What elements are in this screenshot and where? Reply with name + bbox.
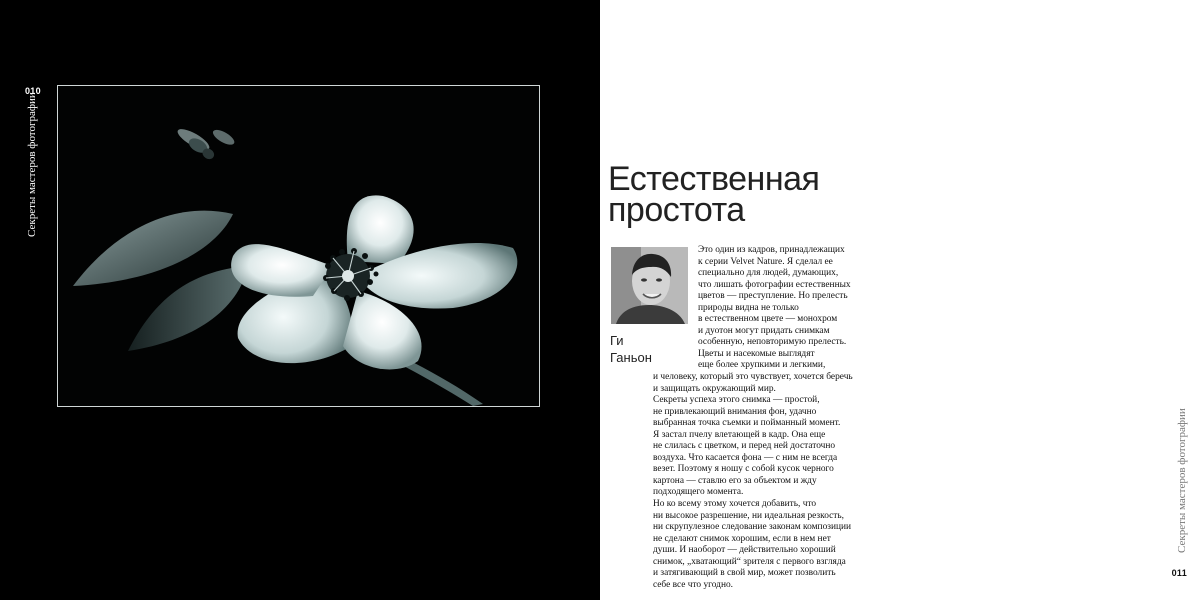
body-line: ни скрупулезное следование законам композиции [653, 522, 852, 533]
author-name [610, 332, 652, 366]
body-line: везет. Поэтому я ношу с собой кусок черного [653, 464, 834, 475]
page-number-right: 011 [1171, 568, 1187, 578]
article-title-line-2: простота [608, 191, 745, 229]
body-line: цветов — преступление. Но прелесть [698, 291, 848, 302]
article-title [608, 160, 820, 229]
article-title-line-1: Естественная [608, 160, 820, 198]
body-line: Секреты успеха этого снимка — простой, [653, 395, 820, 406]
body-line: специально для людей, думающих, [698, 268, 839, 279]
body-line: не сделают снимок хорошим, если в нем нет [653, 533, 831, 544]
body-line: подходящего момента. [653, 487, 744, 498]
body-line: что лишать фотографии естественных [698, 279, 851, 290]
body-line: в естественном цвете — монохром [698, 314, 838, 325]
running-title-left: Секреты мастеров фотографии [26, 92, 38, 237]
body-line: Цветы и насекомые выглядят [698, 348, 815, 359]
body-line: и защищать окружающий мир. [653, 383, 776, 394]
body-line: и дуотон могут придать снимкам [698, 325, 830, 336]
body-line: воздуха. Что касается фона — с ним не всегда [653, 452, 838, 463]
author-last-name: Ганьон [610, 350, 652, 365]
body-line: Я застал пчелу влетающей в кадр. Она еще [653, 429, 826, 440]
body-line: души. И наоборот — действительно хороший [653, 545, 836, 556]
body-line: выбранная точка съемки и пойманный момент. [653, 418, 841, 429]
flower-photo [57, 85, 540, 407]
body-line: природы видна не только [698, 302, 799, 313]
body-line: ни высокое разрешение, ни идеальная резкость, [653, 510, 845, 521]
body-line: не привлекающий внимания фон, удачно [653, 406, 817, 417]
flower-bee-image [58, 86, 539, 406]
article-body [653, 245, 893, 591]
body-line: не слилась с цветком, и перед ней достаточно [653, 441, 836, 452]
body-line: к серии Velvet Nature. Я сделал ее [698, 256, 833, 267]
body-line: особенную, неповторимую прелесть. [698, 337, 847, 348]
body-line: Но ко всему этому хочется добавить, что [653, 499, 817, 510]
body-line: Это один из кадров, принадлежащих [698, 245, 845, 255]
page-number-left: 010 [25, 86, 41, 96]
body-line: снимок, „хватающий“ зрителя с первого взгляда [653, 556, 846, 567]
author-first-name: Ги [610, 333, 624, 348]
body-line: и человеку, который это чувствует, хочется беречь [653, 372, 853, 383]
body-line: себе все что угодно. [653, 579, 733, 590]
body-line: еще более хрупкими и легкими, [698, 360, 826, 371]
body-line: картона — ставлю его за объектом и жду [653, 475, 817, 486]
running-title-right: Секреты мастеров фотографии [1176, 408, 1188, 553]
body-line: и затягивающий в свой мир, может позволить [653, 568, 836, 579]
